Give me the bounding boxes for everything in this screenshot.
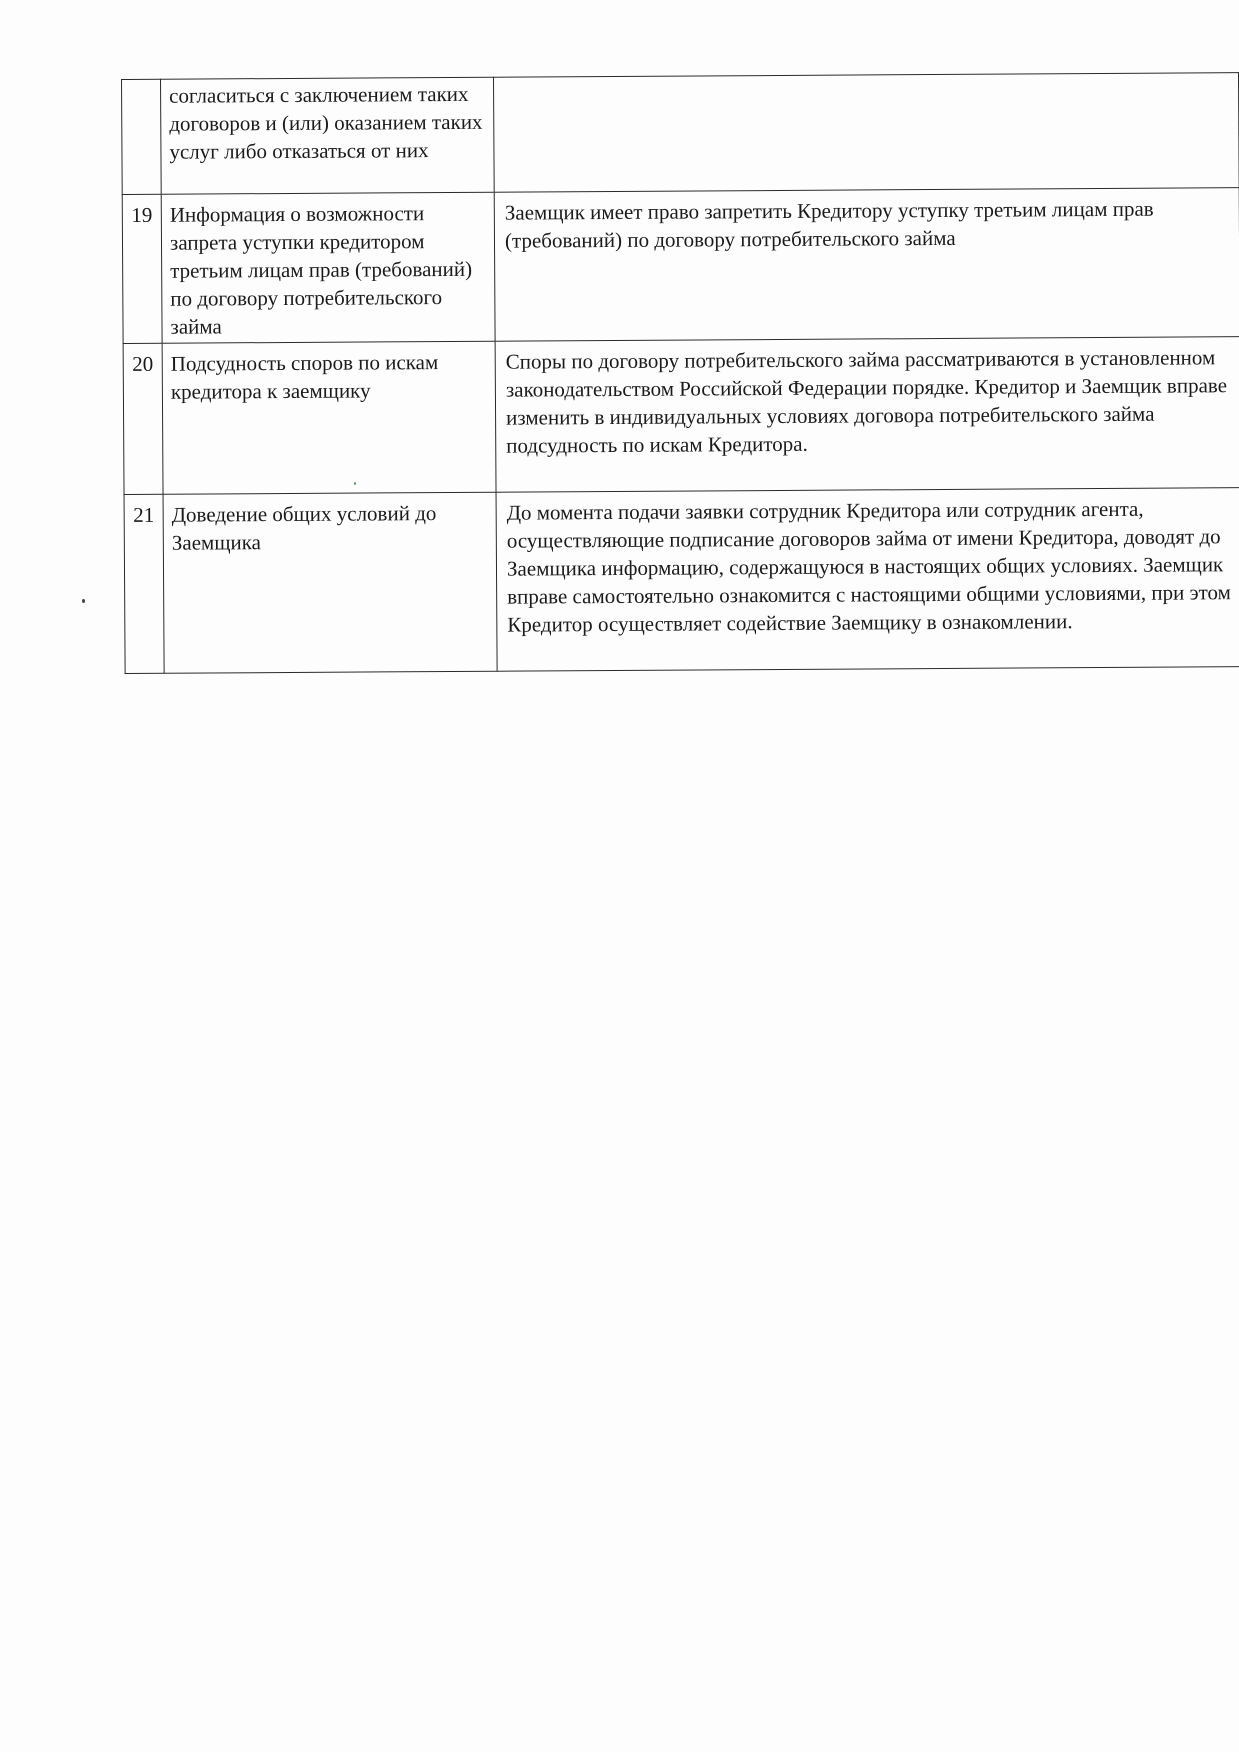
row-label: Подсудность споров по искам кредитора к заемщику [162,341,496,494]
row-content: Споры по договору потребительского займа рассматриваются в установленном законодательством Российской Федерации порядке. Кредитор и Заемщик вправе изменить в индивидуальных условиях договора потребительского займа подсудность по искам Кредитора. [495,337,1239,493]
table-row-continuation [122,73,1239,195]
row-number [122,79,162,194]
row-label: Информация о возможности запрета уступки кредитором третьим лицам прав (требований) по договору потребительского займа [161,192,495,343]
scan-speck [82,599,85,603]
table-row [123,337,1239,495]
row-label: согласиться с заключением таких договоров и (или) оказанием таких услуг либо отказаться от них [161,77,495,194]
row-number: 21 [124,494,164,673]
row-number: 19 [122,194,162,343]
table-row [122,188,1239,344]
row-number: 20 [123,343,163,494]
terms-table [121,72,1239,674]
row-content: До момента подачи заявки сотрудник Кредитора или сотрудник агента, осуществляющие подписание договоров займа от имени Кредитора, доводят до Заемщика информацию, содержащуюся в настоящих общих условиях. Заемщик вправе самостоятельно ознакомится с настоящими общими условиями, при этом Кредитор осуществляет содействие Заемщику в ознакомлении. [496,488,1239,672]
scan-speck [354,482,356,485]
row-content [493,73,1239,193]
row-label: Доведение общих условий до Заемщика [163,492,497,673]
row-content: Заемщик имеет право запретить Кредитору уступку третьим лицам прав (требований) по договору потребительского займа [494,188,1239,342]
table-row [124,488,1239,674]
